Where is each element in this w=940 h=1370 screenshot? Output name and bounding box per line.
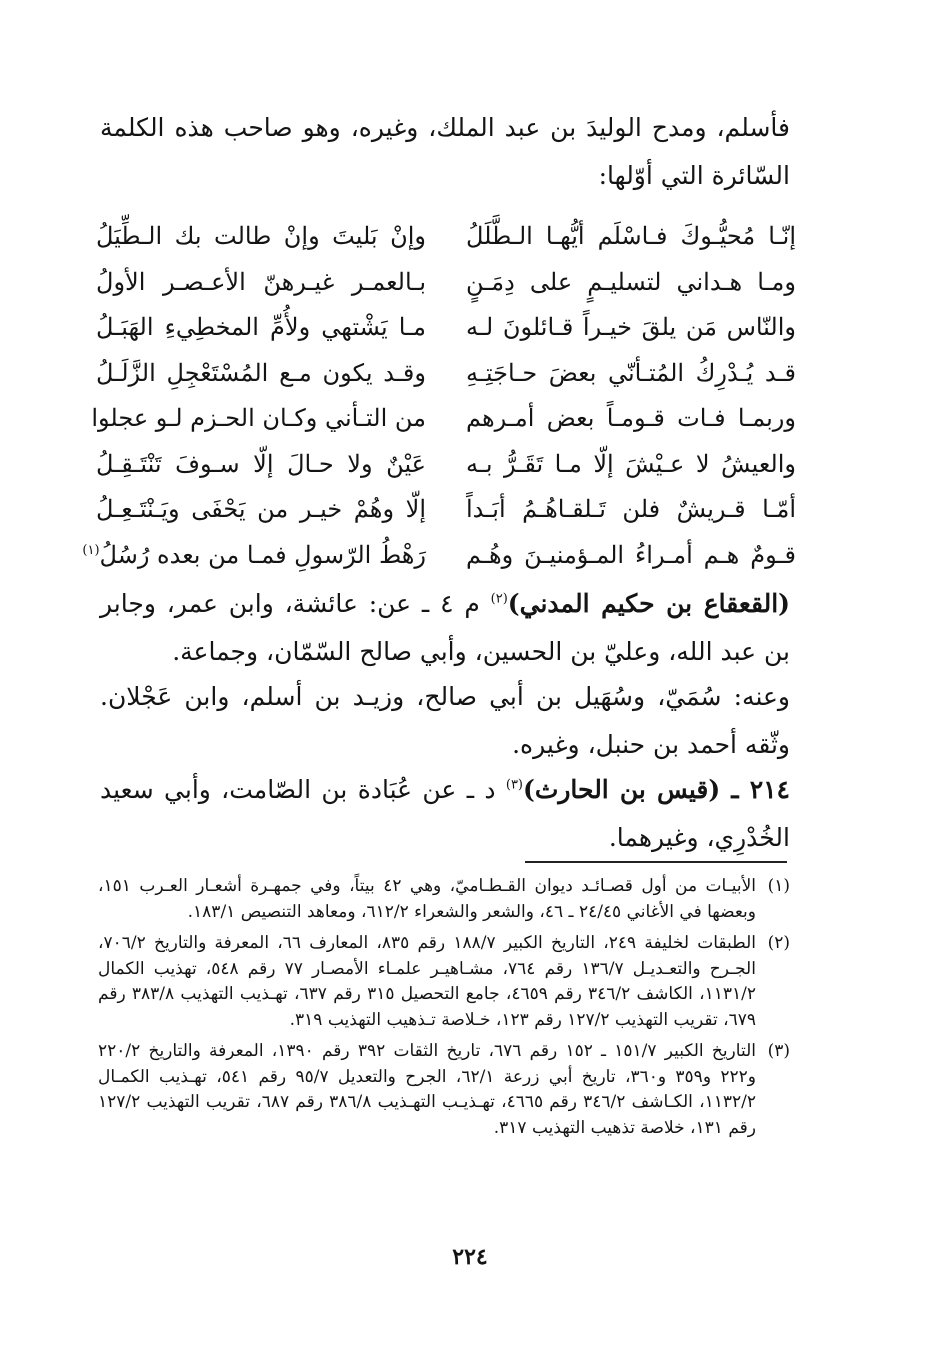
- intro-paragraph: [100, 104, 790, 200]
- entry-students-text: وعنه: سُمَيّ، وسُهَيل بن أبي صالح، وزيـد بن أسلم، وابن عَجْلان. وثّقه أحمد بن حنبل، وغيره.: [100, 682, 790, 759]
- verse-second-hemistich: إلّا وهُمْ خيـر من يَحْفَى ويَـنْتَـعِـلُ: [96, 495, 426, 523]
- poem-verse: [96, 305, 796, 351]
- verse-first-hemistich: أمّـا قـريشٌ فلن تَـلقـاهُـمُ أبَـداً: [466, 495, 796, 523]
- footnote-text: التاريخ الكبير ١٥١/٧ ـ ١٥٢ رقم ٦٧٦، تاريخ الثقات ٣٩٢ رقم ١٣٩٠، المعرفة والتاريخ ٢٢٠/٢ و٢٢٢ و٣٥٩ و٣٦٠، تاريخ أبي زرعة ٦٢/١، الجرح والتعديل ٩٥/٧ رقم ٥٤١، تهـذيب الكمـال ١١٣٢/٢، الكـاشف ٣٤٦/٢ رقم ٤٦٦٥، تهـذيـب التهـذيب ٣٨٦/٨ رقم ٦٨٧، تقريب التهذيب ١٢٧/٢ رقم ١٣١، خلاصة تذهيب التهذيب ٣١٧.: [98, 1041, 756, 1138]
- entry-number: ٢١٤ ـ: [720, 775, 790, 804]
- poem-verse: [96, 214, 796, 260]
- poem: [82, 214, 796, 578]
- verse-second-hemistich: وإنْ بَليتَ وإنْ طالت بك الـطِّيَلُ: [96, 222, 426, 250]
- entry-qaqaa: [100, 580, 790, 676]
- footnote: [98, 874, 790, 925]
- footnote: [98, 931, 790, 1033]
- entry-name: (قيس بن الحارث): [523, 775, 721, 804]
- verse-second-hemistich: عَيْنٌ ولا حـالَ إلّا سـوفَ تَنْتَـقِـلُ: [96, 449, 426, 478]
- verse-first-hemistich: والعيشُ لا عـيْشَ إلّا مـا تَقَـرُّ بـه: [466, 449, 796, 478]
- footnote-text: الطبقات لخليفة ٢٤٩، التاريخ الكبير ١٨٨/٧ رقم ٨٣٥، المعارف ٦٦، المعرفة والتاريخ ٧٠٦/٢، الجـرح والتعـديـل ١٣٦/٧ رقم ٧٦٤، مشـاهيـر علمـاء الأمصـار ٧٧ رقم ٥٤٨، تهذيب الكمال ١١٣١/٢، الكاشف ٣٤٦/٢ رقم ٤٦٥٩، جامع التحصيل ٣١٥ رقم ٦٣٧، تهـذيب التهذيب ٣٨٣/٨ رقم ٦٧٩، تقريب التهذيب ١٢٧/٢ رقم ١٢٣، خـلاصة تـذهيب التهذيب ٣١٩.: [98, 933, 756, 1030]
- entry-text: د ـ عن عُبَادة بن الصّامت، وأبي سعيد الخُدْرِي، وغيرهما.: [100, 775, 790, 852]
- footnote-divider: [525, 861, 787, 863]
- poem-verse: [96, 442, 796, 488]
- entry-name: (القعقاع بن حكيم المدني): [507, 589, 791, 618]
- footnotes: [98, 874, 790, 1147]
- footnote-number: (٣): [767, 1041, 790, 1061]
- verse-second-hemistich: وقـد يكون مـع المُسْتَعْجِلِ الزَّلَـلُ: [96, 358, 426, 387]
- footnote-marker: (٣): [505, 777, 523, 793]
- verse-first-hemistich: ومـا هـداني لتسليـمٍ على دِمَـنٍ: [466, 267, 796, 296]
- poem-verse: [82, 533, 796, 579]
- verse-first-hemistich: قـد يُـدْرِكُ المُتـأنّي بعضَ حـاجَتِـهِ: [466, 358, 796, 387]
- footnote-number: (١): [767, 876, 790, 896]
- verse-first-hemistich: إنّـا مُحيُّـوكَ فـاسْلَم أيُّهـا الـطَّلَلُ: [466, 222, 796, 250]
- verse-first-hemistich: قـومٌ هـم أمـراءُ المـؤمنيـنَ وهُـم: [466, 540, 796, 569]
- entry-qays: [100, 766, 790, 862]
- verse-first-hemistich: وربمـا فـات قـومـاً بعض أمـرهم: [466, 404, 796, 432]
- intro-text: فأسلم، ومدح الوليدَ بن عبد الملك، وغيره، وهو صاحب هذه الكلمة السّائرة التي أوّلها:: [100, 113, 790, 190]
- verse-second-hemistich: من التـأني وكـان الحـزم لـو عجلوا: [91, 404, 426, 432]
- footnote-marker: (١): [82, 542, 100, 558]
- entry-qaqaa-students: [100, 673, 790, 769]
- verse-second-hemistich: [82, 533, 426, 579]
- verse-text: رَهْطُ الرّسولِ فمـا من بعده رُسُلُ: [99, 540, 426, 569]
- entry-text: م ٤ ـ عن: عائشة، وابن عمر، وجابر بن عبد الله، وعليّ بن الحسين، وأبي صالح السّمّان، وجماعة.: [100, 589, 790, 666]
- verse-first-hemistich: والنّاس مَن يلقَ خيـراً قـائلونَ لـه: [466, 313, 796, 341]
- footnote: [98, 1039, 790, 1141]
- poem-verse: [96, 487, 796, 533]
- verse-second-hemistich: مـا يَشْتهي ولأُمِّ المخطِيءِ الهَبَـلُ: [96, 313, 426, 341]
- poem-verse: [91, 396, 796, 442]
- footnote-number: (٢): [767, 933, 790, 953]
- page-number: ٢٢٤: [452, 1244, 488, 1270]
- poem-verse: [96, 260, 796, 306]
- poem-verse: [96, 351, 796, 397]
- verse-second-hemistich: بـالعمـر غيـرهنّ الأعـصـر الأولُ: [96, 267, 426, 296]
- footnote-text: الأبيـات من أول قصـائـد ديوان القـطـاميّ، وهي ٤٢ بيتاً، وفي جمهـرة أشعـار العـرب ١٥١، وبعضها في الأغاني ٢٤/٤٥ ـ ٤٦، والشعر والشعراء ٦١٢/٢، ومعاهد التنصيص ١٨٣/١.: [98, 876, 756, 922]
- footnote-marker: (٢): [490, 591, 508, 607]
